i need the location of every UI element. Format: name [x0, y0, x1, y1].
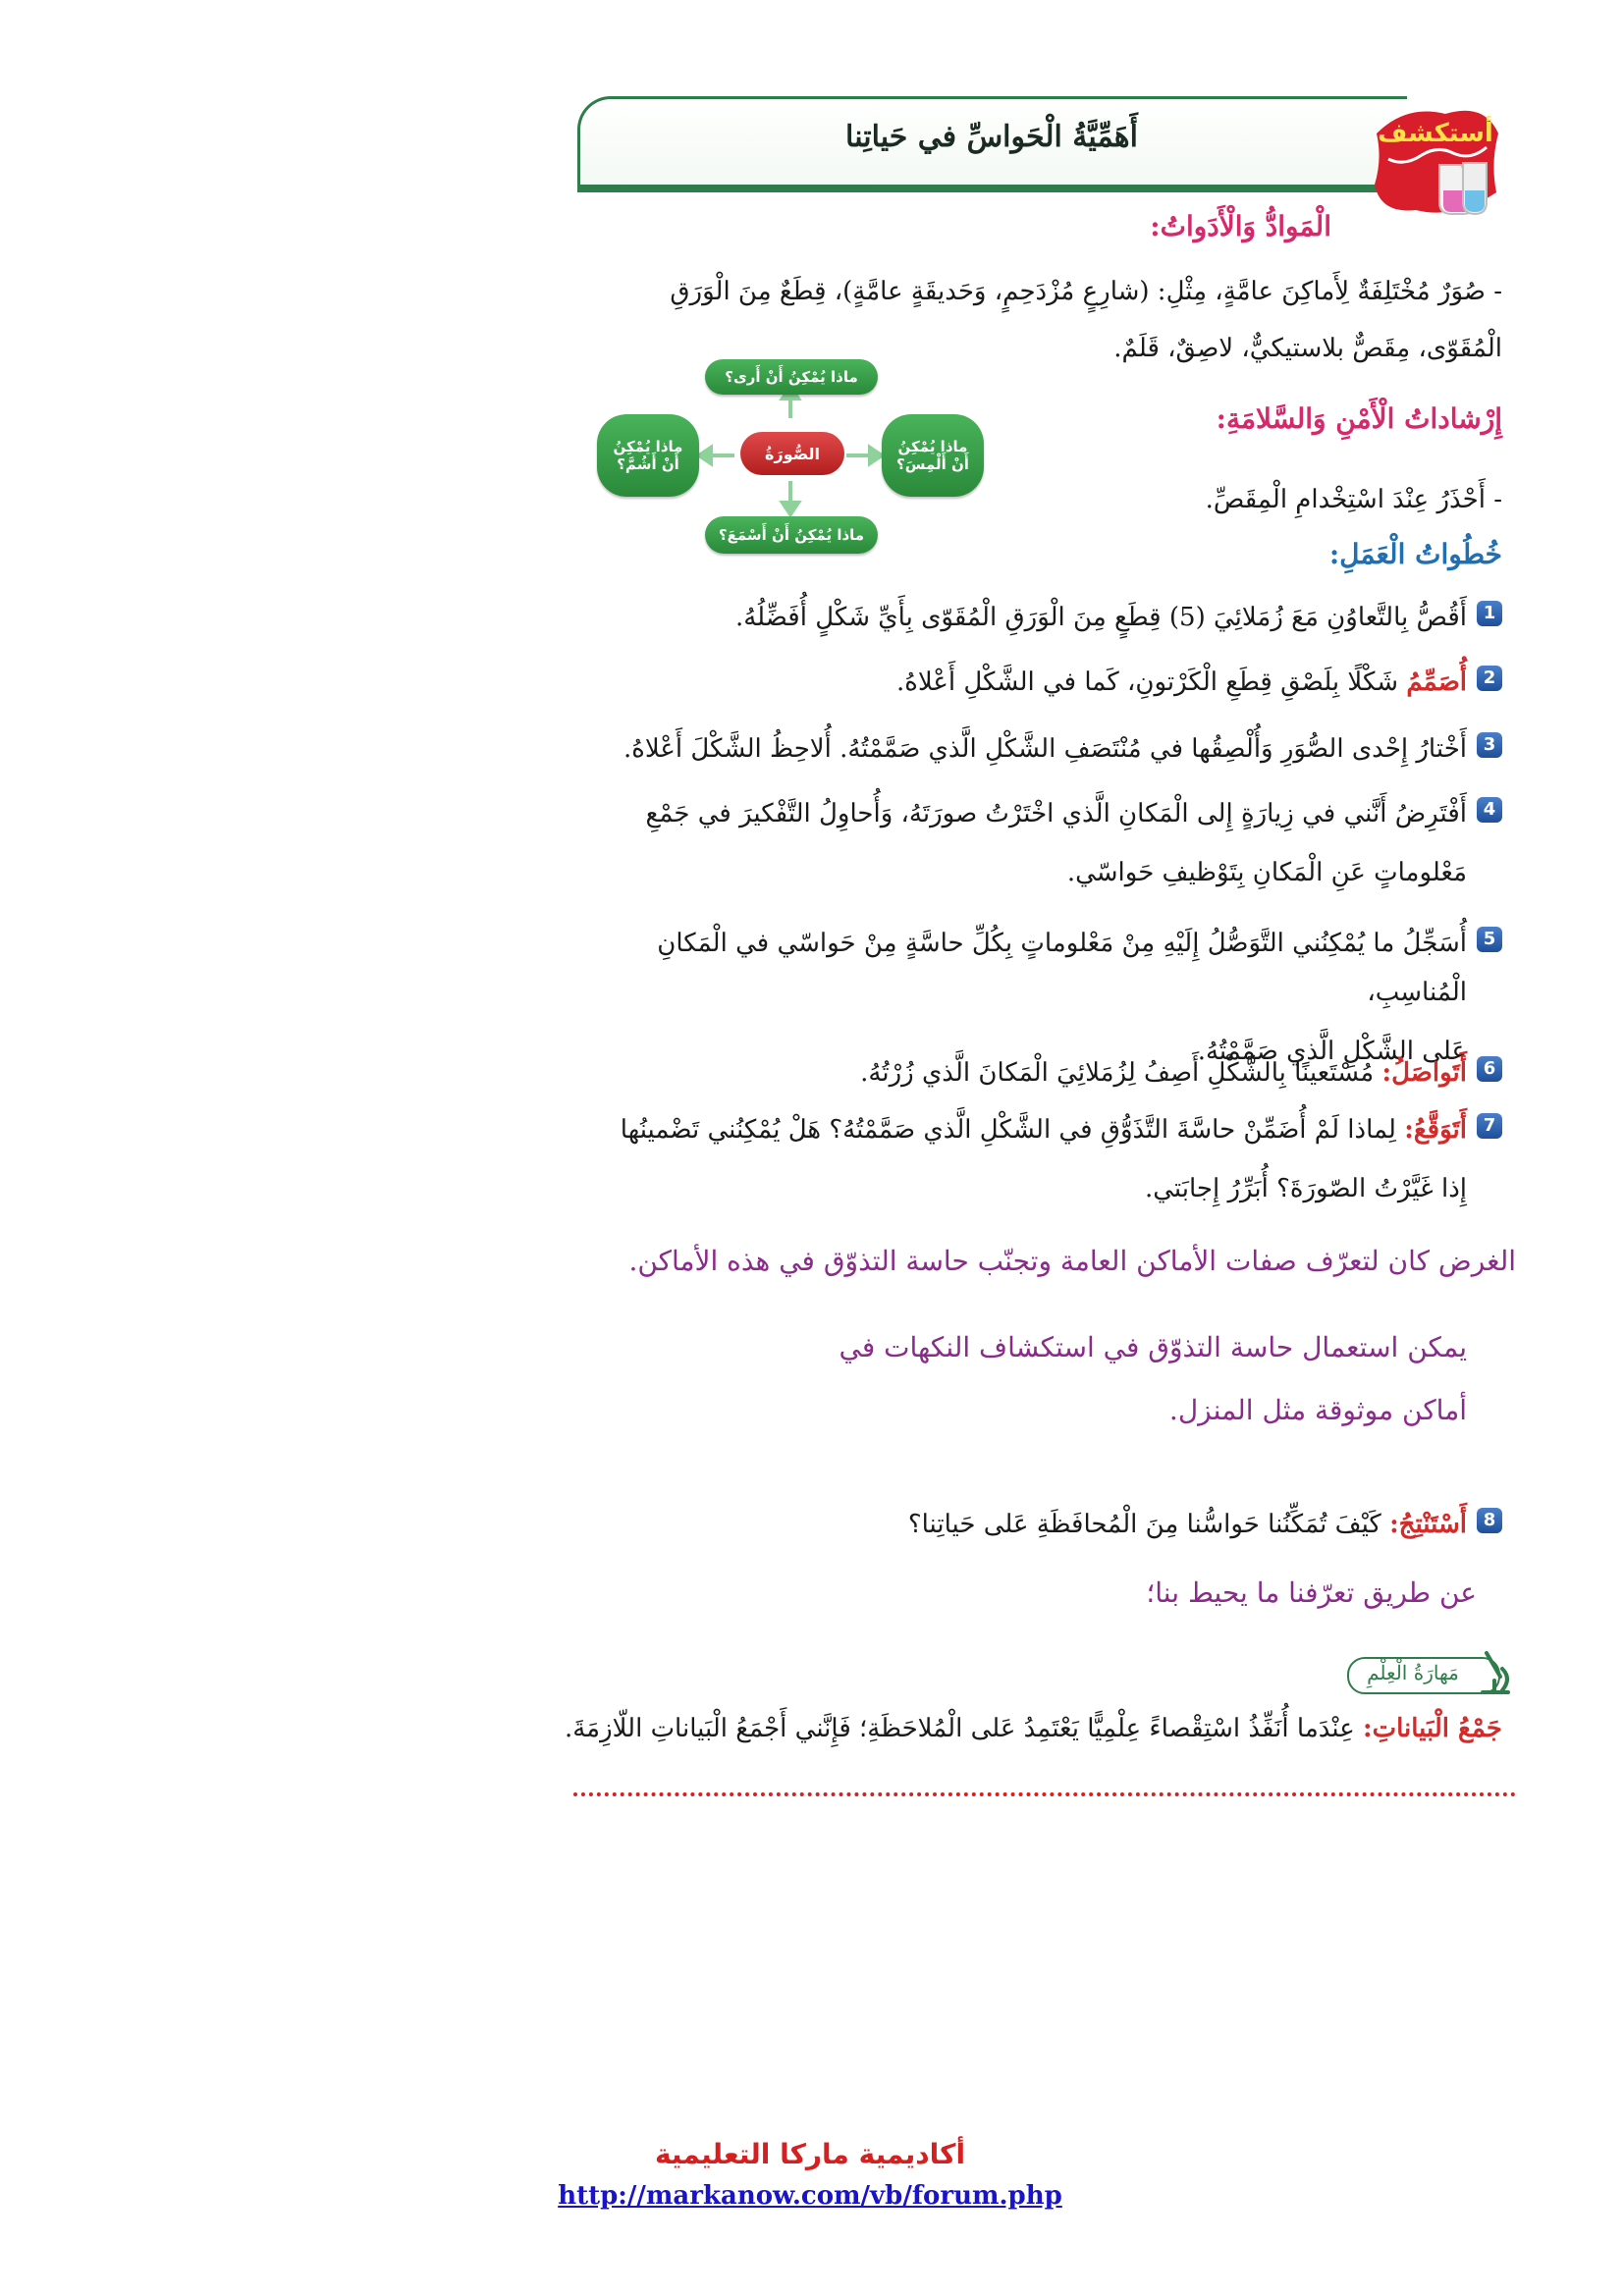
step-8-text [579, 1500, 1467, 1549]
step-7-line-2: إِذا غَيَّرْتُ الصّورَةَ؟ أُبَرِّرُ إِجابَتي. [1144, 1174, 1467, 1203]
explore-badge-icon [1367, 94, 1504, 222]
skill-keyword: جَمْعُ الْبَياناتِ: [1363, 1714, 1502, 1743]
step-5-line-2: عَلى الشَّكْلِ الَّذي صَمَّمْتُهُ. [1197, 1037, 1467, 1066]
step-7-keyword: أَتَوَقَّعُ: [1404, 1115, 1467, 1145]
materials-heading: الْمَوادُّ وَالْأَدَواتُ: [1150, 210, 1331, 242]
step-6-keyword: أَتَواصَلُ: [1381, 1058, 1467, 1088]
step-7-number: 7 [1477, 1113, 1502, 1139]
senses-diagram [589, 359, 992, 561]
skill-text: عِنْدَما أُنَفِّذُ اسْتِقْصاءً عِلْمِيًّا يَعْتَمِدُ عَلى الْمُلاحَظَةِ؛ فَإِنَّني أَجْمَعُ الْبَياناتِ اللّازِمَةَ. [564, 1714, 1355, 1743]
skill-description [520, 1704, 1502, 1753]
answer-7a: الغرض كان لتعرّف صفات الأماكن العامة وتجنّب حاسة التذوّق في هذه الأماكن. [628, 1245, 1516, 1277]
touch-question-line-1: ماذا يُمْكِنُ [897, 438, 968, 455]
badge-label: أستكشف [1378, 119, 1493, 148]
answer-7b-line-1: يمكن استعمال حاسة التذوّق في استكشاف النكهات في [839, 1331, 1467, 1363]
footer-url-link[interactable]: http://markanow.com/vb/forum.php [558, 2181, 1062, 2211]
step-8-number: 8 [1477, 1508, 1502, 1533]
step-2-keyword: أُصَمِّمُ [1406, 667, 1467, 697]
answer-8: عن طريق تعرّفنا ما يحيط بنا؛ [1146, 1576, 1477, 1609]
step-6 [579, 1048, 1502, 1097]
smell-question-line-2: أَنْ أَشُمَّ؟ [617, 455, 679, 473]
answer-7b-line-2: أماكن موثوقة مثل المنزل. [1168, 1394, 1467, 1426]
science-skill-label: مَهارَةُ الْعِلْمِ [1367, 1661, 1459, 1684]
step-8 [579, 1500, 1502, 1549]
footer-academy-name: أكاديمية ماركا التعليمية [654, 2138, 966, 2170]
safety-line-1: - أَحْذَرُ عِنْدَ اسْتِخْدامِ الْمِقَصِّ. [1205, 485, 1502, 514]
step-2 [579, 658, 1502, 707]
smell-question-line-1: ماذا يُمْكِنُ [613, 438, 683, 455]
step-8-body: كَيْفَ تُمَكِّنُنا حَواسُّنا مِنَ الْمُحافَظَةِ عَلى حَياتِنا؟ [907, 1510, 1381, 1539]
step-2-body: شَكْلًا بِلَصْقِ قِطَعِ الْكَرْتونِ، كَما في الشَّكْلِ أَعْلاهُ. [895, 667, 1399, 697]
step-4-line-1: أَفْتَرِضُ أَنَّني في زِيارَةٍ إِلى الْمَكانِ الَّذي اخْتَرْتُ صورَتَهُ، وَأُحاوِلُ التَّفْكيرَ في جَمْعِ [645, 799, 1467, 828]
materials-line-2: الْمُقَوّى، مِقَصٌّ بلاستيكيٌّ، لاصِقٌ، قَلَمٌ. [1113, 334, 1502, 363]
touch-question-pill [882, 414, 984, 497]
steps-heading: خُطُواتُ الْعَمَلِ: [1328, 538, 1502, 570]
step-6-number: 6 [1477, 1056, 1502, 1082]
step-7-body: لِماذا لَمْ أُضَمِّنْ حاسَّةَ التَّذَوُّقِ في الشَّكْلِ الَّذي صَمَّمْتُهُ؟ هَلْ يُمْكِنُني تَضْمينُها [620, 1115, 1396, 1145]
step-8-keyword: أَسْتَنْتِجُ: [1389, 1510, 1467, 1539]
step-2-text [579, 658, 1467, 707]
touch-question-line-2: أَنْ أَلْمِسَ؟ [896, 455, 969, 473]
safety-heading: إِرْشاداتُ الْأَمْنِ وَالسَّلامَةِ: [1216, 402, 1502, 435]
step-2-number: 2 [1477, 666, 1502, 691]
step-4 [579, 789, 1502, 897]
smell-question-pill [597, 414, 699, 497]
step-1-number: 1 [1477, 601, 1502, 626]
step-7 [579, 1105, 1502, 1213]
step-7-line-1 [579, 1105, 1467, 1154]
step-4-line-2: مَعْلوماتٍ عَنِ الْمَكانِ بِتَوْظيفِ حَواسّي. [1066, 858, 1467, 887]
step-6-body: مُسْتَعينًا بِالشَّكْلِ أَصِفُ لِزُمَلائِيَ الْمَكانَ الَّذي زُرْتُهُ. [860, 1058, 1375, 1088]
step-3 [579, 724, 1502, 774]
header-underline [577, 185, 1404, 192]
image-center-pill: الصُّورَةُ [740, 432, 844, 475]
dotted-separator [573, 1792, 1516, 1796]
step-1-text: أَقُصُّ بِالتَّعاوُنِ مَعَ زُمَلائِيَ (5) قِطَعٍ مِنَ الْوَرَقِ الْمُقَوّى بِأَيِّ شَكْلٍ أُفَضِّلُهُ. [734, 603, 1467, 632]
hear-question-pill: ماذا يُمْكِنُ أَنْ أَسْمَعَ؟ [705, 516, 878, 554]
step-1 [579, 593, 1502, 642]
lesson-title: أَهَمِّيَّةُ الْحَواسِّ في حَياتِنا [845, 120, 1138, 154]
see-question-pill: ماذا يُمْكِنُ أَنْ أَرى؟ [705, 359, 878, 395]
materials-line-1: - صُوَرٌ مُخْتَلِفَةٌ لِأَماكِنَ عامَّةٍ، مِثْلِ: (شارِعٍ مُزْدَحِمٍ، وَحَديقَةٍ عامَّةٍ)، قِطَعٌ مِنَ الْوَرَقِ [670, 277, 1502, 306]
microscope-icon [1473, 1647, 1516, 1698]
step-5-line-1: أُسَجِّلُ ما يُمْكِنُني التَّوَصُّلُ إِلَيْهِ مِنْ مَعْلوماتٍ بِكُلِّ حاسَّةٍ مِنْ حَواسّي في الْمَكانِ الْمُناسِبِ، [657, 929, 1467, 1007]
step-4-number: 4 [1477, 797, 1502, 823]
step-5-number: 5 [1477, 927, 1502, 952]
step-3-text: أَخْتارُ إِحْدى الصُّوَرِ وَأُلْصِقُها في مُنْتَصَفِ الشَّكْلِ الَّذي صَمَّمْتُهُ. أُلاحِظُ الشَّكْلَ أَعْلاهُ. [623, 734, 1467, 764]
step-3-number: 3 [1477, 732, 1502, 758]
step-6-text [579, 1048, 1467, 1097]
